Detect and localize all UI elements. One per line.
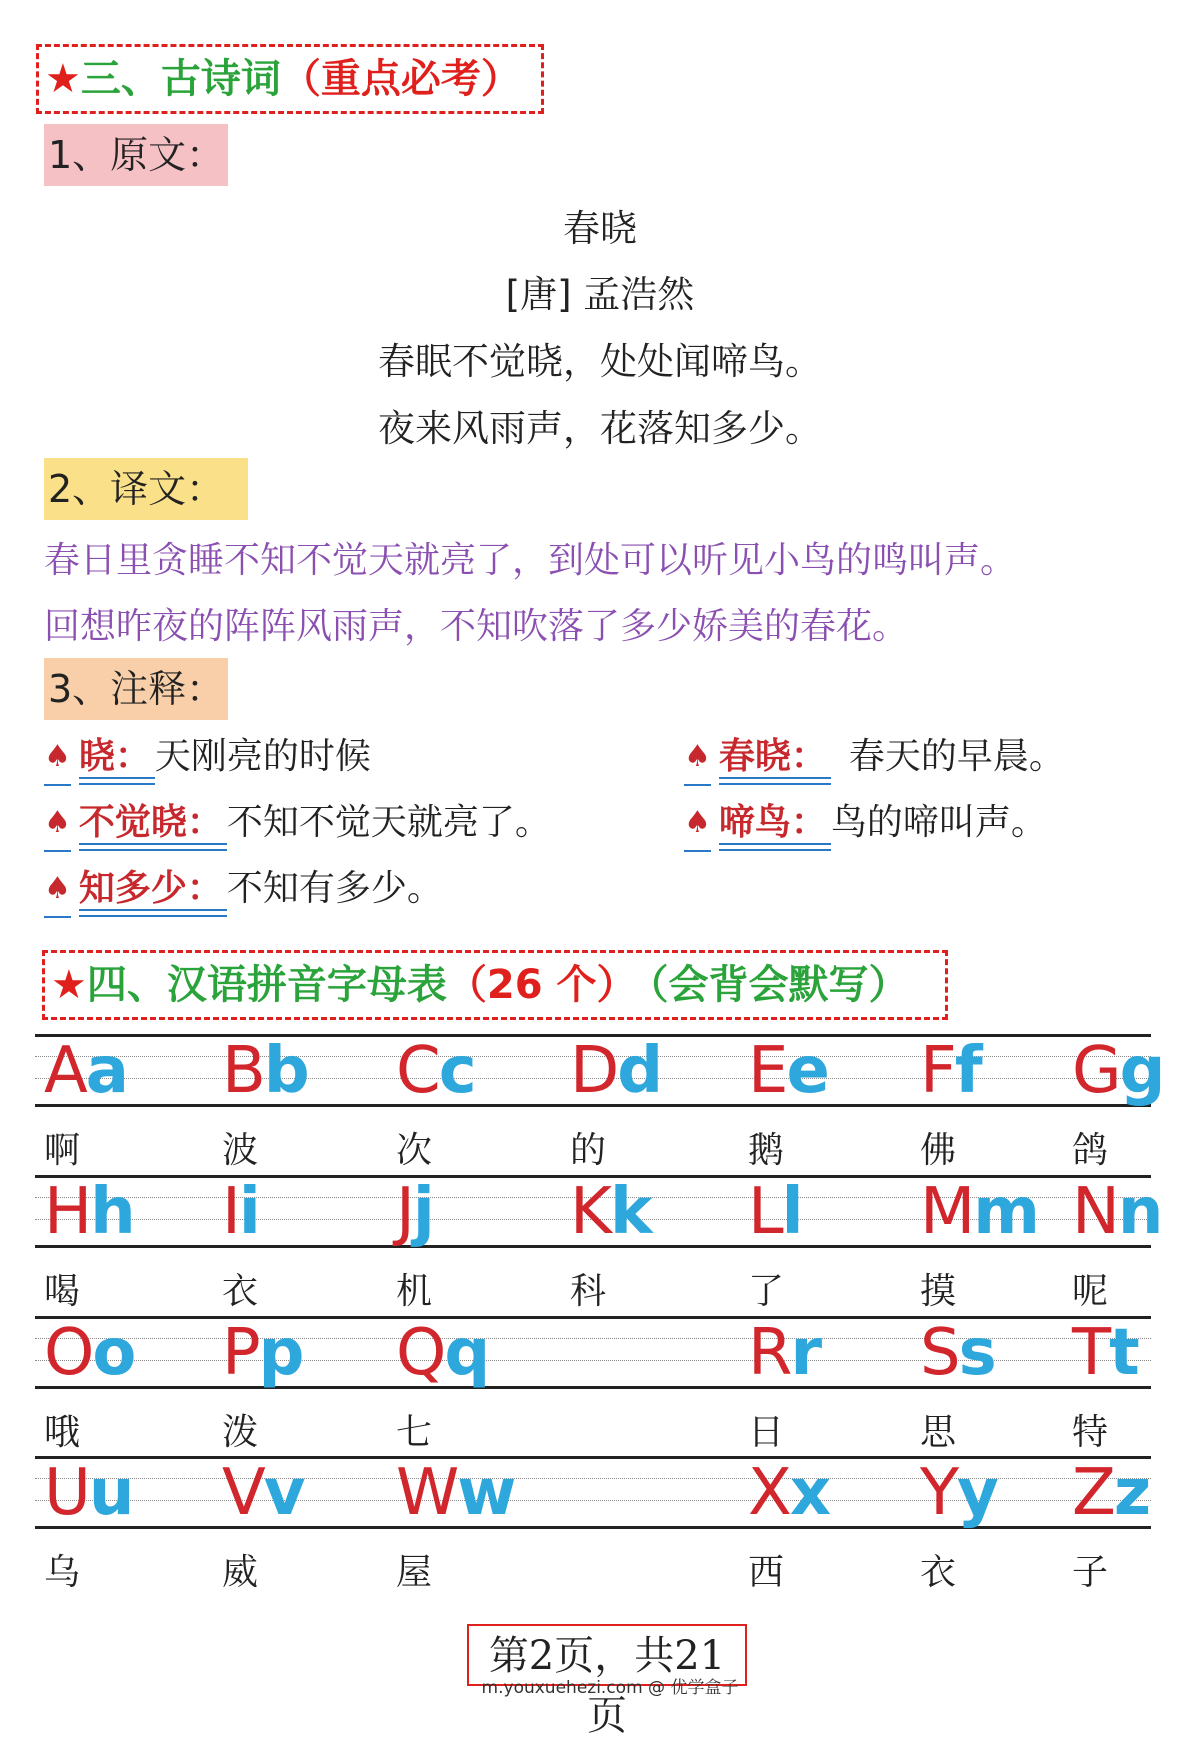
pinyin-letter-pair: [1072, 1177, 1161, 1247]
letter-hanzi-hint: 鸽: [1072, 1130, 1109, 1171]
lowercase-letter: c: [438, 1034, 475, 1108]
note-term: 晓：: [79, 736, 155, 779]
uppercase-letter: G: [1072, 1034, 1120, 1108]
lowercase-letter: a: [85, 1034, 127, 1108]
letter-hanzi-hint: 波: [222, 1130, 259, 1171]
section-title-poetry: [36, 44, 544, 114]
lowercase-letter: r: [790, 1316, 821, 1390]
letter-hanzi-hint: 西: [748, 1552, 785, 1593]
pinyin-letter-pair: [748, 1318, 820, 1388]
pinyin-letter-pair: [396, 1318, 488, 1388]
lowercase-letter: t: [1109, 1316, 1138, 1390]
pinyin-letter-pair: [396, 1177, 433, 1247]
uppercase-letter: B: [222, 1034, 264, 1108]
lowercase-letter: h: [90, 1175, 134, 1249]
notes-label: 3、注释：: [44, 658, 228, 720]
letter-hanzi-hint: 七: [396, 1412, 433, 1453]
spade-icon: ♠: [44, 739, 71, 774]
star-icon: ★: [51, 962, 87, 1008]
lowercase-letter: l: [781, 1175, 802, 1249]
pinyin-letter-pair: [1072, 1318, 1138, 1388]
letter-hanzi-hint: 啊: [44, 1130, 81, 1171]
poem-line-2: 夜来风雨声，花落知多少。: [378, 407, 822, 450]
pinyin-letter-pair: [748, 1458, 829, 1528]
lowercase-letter: x: [789, 1456, 830, 1530]
letter-hanzi-hint: 的: [570, 1130, 607, 1171]
lowercase-letter: b: [263, 1034, 308, 1108]
lowercase-letter: n: [1117, 1175, 1162, 1249]
lowercase-letter: o: [92, 1316, 135, 1390]
lowercase-letter: g: [1119, 1034, 1164, 1108]
uppercase-letter: K: [570, 1175, 610, 1249]
pinyin-letter-pair: [44, 1177, 134, 1247]
star-icon: ★: [45, 56, 81, 102]
uppercase-letter: N: [1072, 1175, 1118, 1249]
pinyin-letter-pair: [920, 1458, 997, 1528]
lowercase-letter: s: [958, 1316, 995, 1390]
note-definition: 天刚亮的时候: [154, 736, 371, 777]
section-title-note: （重点必考）: [280, 56, 521, 102]
uppercase-letter: T: [1072, 1316, 1110, 1390]
note-term: 春晓：: [719, 736, 831, 779]
letter-hanzi-hint: 佛: [920, 1130, 957, 1171]
letter-hanzi-hint: 摸: [920, 1271, 957, 1312]
translation-line-2: 回想昨夜的阵阵风雨声，不知吹落了多少娇美的春花。: [44, 606, 909, 647]
pinyin-letter-pair: [570, 1177, 651, 1247]
lowercase-letter: d: [617, 1034, 662, 1108]
letter-hanzi-hint: 衣: [920, 1552, 957, 1593]
lowercase-letter: j: [412, 1175, 433, 1249]
pinyin-letter-pair: [44, 1458, 132, 1528]
section-title-main: 四、汉语拼音字母表: [86, 962, 447, 1008]
spade-icon: ♠: [684, 739, 711, 774]
poem-author: [唐] 孟浩然: [505, 273, 695, 316]
uppercase-letter: I: [222, 1175, 239, 1249]
letter-hanzi-hint: 威: [222, 1552, 259, 1593]
letter-hanzi-hint: 思: [920, 1412, 957, 1453]
note-term: 知多少：: [79, 868, 227, 911]
note-item: [684, 798, 1047, 850]
uppercase-letter: F: [920, 1034, 955, 1108]
lowercase-letter: w: [457, 1456, 515, 1530]
section-title-pinyin: [42, 950, 948, 1020]
note-item: [684, 732, 1065, 784]
letter-hanzi-hint: 子: [1072, 1552, 1109, 1593]
letter-hanzi-hint: 屋: [396, 1552, 433, 1593]
uppercase-letter: Q: [396, 1316, 445, 1390]
section-title-note: （会背会默写）: [648, 962, 909, 1008]
letter-hanzi-hint: 泼: [222, 1412, 259, 1453]
pinyin-letter-pair: [396, 1036, 475, 1106]
pinyin-letter-pair: [44, 1036, 127, 1106]
lowercase-letter: i: [238, 1175, 259, 1249]
uppercase-letter: J: [396, 1175, 413, 1249]
letter-hanzi-hint: 衣: [222, 1271, 259, 1312]
uppercase-letter: V: [222, 1456, 264, 1530]
uppercase-letter: U: [44, 1456, 89, 1530]
lowercase-letter: z: [1113, 1456, 1150, 1530]
pinyin-letter-pair: [748, 1036, 828, 1106]
lowercase-letter: y: [957, 1456, 997, 1530]
watermark-url: m.youxuehezi.com @ 优学盒子: [481, 1678, 739, 1698]
pinyin-letter-pair: [748, 1177, 802, 1247]
uppercase-letter: L: [748, 1175, 782, 1249]
lowercase-letter: q: [444, 1316, 489, 1390]
translation-line-1: 春日里贪睡不知不觉天就亮了，到处可以听见小鸟的鸣叫声。: [44, 540, 1017, 581]
pinyin-letter-pair: [920, 1177, 1038, 1247]
spade-icon: ♠: [684, 805, 711, 840]
lowercase-letter: k: [609, 1175, 651, 1249]
pinyin-letter-pair: [222, 1177, 259, 1247]
uppercase-letter: M: [920, 1175, 974, 1249]
letter-hanzi-hint: 特: [1072, 1412, 1109, 1453]
letter-hanzi-hint: 日: [748, 1412, 785, 1453]
section-title-main: 三、古诗词: [80, 56, 281, 102]
poem-line-1: 春眠不觉晓，处处闻啼鸟。: [378, 340, 822, 383]
lowercase-letter: f: [954, 1034, 981, 1108]
note-definition: 不知有多少。: [226, 868, 443, 909]
uppercase-letter: A: [44, 1034, 86, 1108]
uppercase-letter: Y: [920, 1456, 958, 1530]
letter-hanzi-hint: 哦: [44, 1412, 81, 1453]
lowercase-letter: v: [263, 1456, 304, 1530]
uppercase-letter: C: [396, 1034, 439, 1108]
note-item: [44, 732, 371, 784]
spade-icon: ♠: [44, 871, 71, 906]
pinyin-letter-pair: [222, 1318, 302, 1388]
poem-title: 春晓: [563, 207, 637, 250]
letter-hanzi-hint: 乌: [44, 1552, 81, 1593]
uppercase-letter: E: [748, 1034, 787, 1108]
letter-hanzi-hint: 次: [396, 1130, 433, 1171]
uppercase-letter: D: [570, 1034, 618, 1108]
letter-hanzi-hint: 喝: [44, 1271, 81, 1312]
note-item: [44, 864, 443, 916]
page-number: 第2页，共21页: [467, 1624, 747, 1686]
lowercase-letter: e: [786, 1034, 828, 1108]
spade-icon: ♠: [44, 805, 71, 840]
pinyin-letter-pair: [1072, 1036, 1163, 1106]
section-title-count: （26 个）: [446, 962, 637, 1008]
note-item: [44, 798, 551, 850]
pinyin-letter-pair: [222, 1458, 304, 1528]
pinyin-letter-pair: [222, 1036, 308, 1106]
pinyin-letter-pair: [396, 1458, 514, 1528]
uppercase-letter: P: [222, 1316, 259, 1390]
letter-hanzi-hint: 机: [396, 1271, 433, 1312]
letter-hanzi-hint: 呢: [1072, 1271, 1109, 1312]
pinyin-letter-pair: [920, 1318, 995, 1388]
uppercase-letter: O: [44, 1316, 93, 1390]
lowercase-letter: m: [973, 1175, 1038, 1249]
letter-hanzi-hint: 科: [570, 1271, 607, 1312]
note-term: 啼鸟：: [719, 802, 831, 845]
pinyin-letter-pair: [1072, 1458, 1149, 1528]
letter-hanzi-hint: 了: [748, 1271, 785, 1312]
pinyin-letter-pair: [570, 1036, 661, 1106]
pinyin-letter-pair: [920, 1036, 981, 1106]
lowercase-letter: p: [258, 1316, 303, 1390]
original-label: 1、原文：: [44, 124, 228, 186]
pinyin-letter-pair: [44, 1318, 134, 1388]
letter-hanzi-hint: 鹅: [748, 1130, 785, 1171]
translation-label: 2、译文：: [44, 458, 248, 520]
uppercase-letter: W: [396, 1456, 458, 1530]
lowercase-letter: u: [88, 1456, 133, 1530]
note-definition: 不知不觉天就亮了。: [226, 802, 551, 843]
note-definition: 春天的早晨。: [848, 736, 1065, 777]
uppercase-letter: Z: [1072, 1456, 1114, 1530]
note-definition: 鸟的啼叫声。: [830, 802, 1047, 843]
uppercase-letter: H: [44, 1175, 91, 1249]
uppercase-letter: S: [920, 1316, 959, 1390]
note-term: 不觉晓：: [79, 802, 227, 845]
uppercase-letter: R: [748, 1316, 791, 1390]
uppercase-letter: X: [748, 1456, 790, 1530]
